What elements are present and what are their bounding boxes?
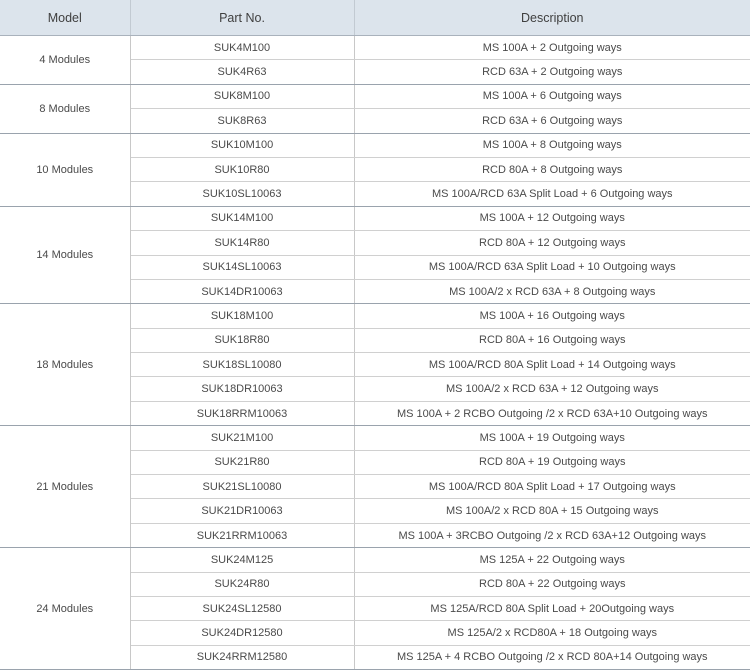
part-number-cell: SUK21R80 [130,450,354,474]
part-number-cell: SUK14SL10063 [130,255,354,279]
description-cell: RCD 80A + 19 Outgoing ways [354,450,750,474]
part-number-cell: SUK14M100 [130,206,354,230]
part-number-cell: SUK24R80 [130,572,354,596]
description-cell: MS 125A + 4 RCBO Outgoing /2 x RCD 80A+14 Outgoing ways [354,645,750,669]
part-number-cell: SUK14DR10063 [130,279,354,303]
description-cell: RCD 80A + 22 Outgoing ways [354,572,750,596]
model-cell: 8 Modules [0,84,130,133]
table-body [0,36,750,670]
part-number-cell: SUK18R80 [130,328,354,352]
description-cell: MS 100A + 2 RCBO Outgoing /2 x RCD 63A+10 Outgoing ways [354,401,750,425]
table-row [0,133,750,157]
description-cell: MS 100A + 19 Outgoing ways [354,426,750,450]
part-number-cell: SUK24M125 [130,548,354,572]
description-cell: RCD 63A + 6 Outgoing ways [354,109,750,133]
part-number-cell: SUK4R63 [130,60,354,84]
description-cell: MS 100A + 12 Outgoing ways [354,206,750,230]
description-cell: MS 100A/2 x RCD 80A + 15 Outgoing ways [354,499,750,523]
header-model: Model [0,0,130,36]
description-cell: MS 100A + 16 Outgoing ways [354,304,750,328]
table-row [0,304,750,328]
part-number-cell: SUK8M100 [130,84,354,108]
part-number-cell: SUK24RRM12580 [130,645,354,669]
description-cell: RCD 63A + 2 Outgoing ways [354,60,750,84]
description-cell: MS 100A + 8 Outgoing ways [354,133,750,157]
description-cell: MS 125A/2 x RCD80A + 18 Outgoing ways [354,621,750,645]
model-cell: 4 Modules [0,36,130,85]
part-number-cell: SUK10R80 [130,157,354,181]
model-cell: 10 Modules [0,133,130,206]
part-number-cell: SUK18SL10080 [130,353,354,377]
description-cell: MS 125A + 22 Outgoing ways [354,548,750,572]
part-number-cell: SUK4M100 [130,36,354,60]
table-row [0,36,750,60]
part-number-cell: SUK10M100 [130,133,354,157]
part-number-cell: SUK21SL10080 [130,475,354,499]
description-cell: MS 100A/2 x RCD 63A + 12 Outgoing ways [354,377,750,401]
description-cell: MS 100A + 6 Outgoing ways [354,84,750,108]
description-cell: MS 100A + 2 Outgoing ways [354,36,750,60]
table-row [0,426,750,450]
model-cell: 18 Modules [0,304,130,426]
description-cell: RCD 80A + 12 Outgoing ways [354,231,750,255]
part-number-cell: SUK18M100 [130,304,354,328]
part-number-cell: SUK8R63 [130,109,354,133]
description-cell: MS 100A/RCD 80A Split Load + 17 Outgoing ways [354,475,750,499]
part-number-cell: SUK21DR10063 [130,499,354,523]
table-row [0,548,750,572]
part-number-cell: SUK24SL12580 [130,596,354,620]
description-cell: RCD 80A + 16 Outgoing ways [354,328,750,352]
model-cell: 24 Modules [0,548,130,670]
part-number-cell: SUK21M100 [130,426,354,450]
description-cell: MS 100A/RCD 63A Split Load + 10 Outgoing ways [354,255,750,279]
table-row [0,206,750,230]
table-header-row [0,0,750,36]
part-number-cell: SUK21RRM10063 [130,523,354,547]
part-number-cell: SUK10SL10063 [130,182,354,206]
header-part-no: Part No. [130,0,354,36]
description-cell: MS 100A + 3RCBO Outgoing /2 x RCD 63A+12 Outgoing ways [354,523,750,547]
description-cell: MS 100A/RCD 80A Split Load + 14 Outgoing ways [354,353,750,377]
header-description: Description [354,0,750,36]
part-number-cell: SUK14R80 [130,231,354,255]
part-number-cell: SUK18RRM10063 [130,401,354,425]
description-cell: MS 125A/RCD 80A Split Load + 20Outgoing ways [354,596,750,620]
description-cell: MS 100A/RCD 63A Split Load + 6 Outgoing ways [354,182,750,206]
description-cell: MS 100A/2 x RCD 63A + 8 Outgoing ways [354,279,750,303]
part-number-cell: SUK24DR12580 [130,621,354,645]
part-number-cell: SUK18DR10063 [130,377,354,401]
table-row [0,84,750,108]
model-cell: 14 Modules [0,206,130,304]
description-cell: RCD 80A + 8 Outgoing ways [354,157,750,181]
model-cell: 21 Modules [0,426,130,548]
